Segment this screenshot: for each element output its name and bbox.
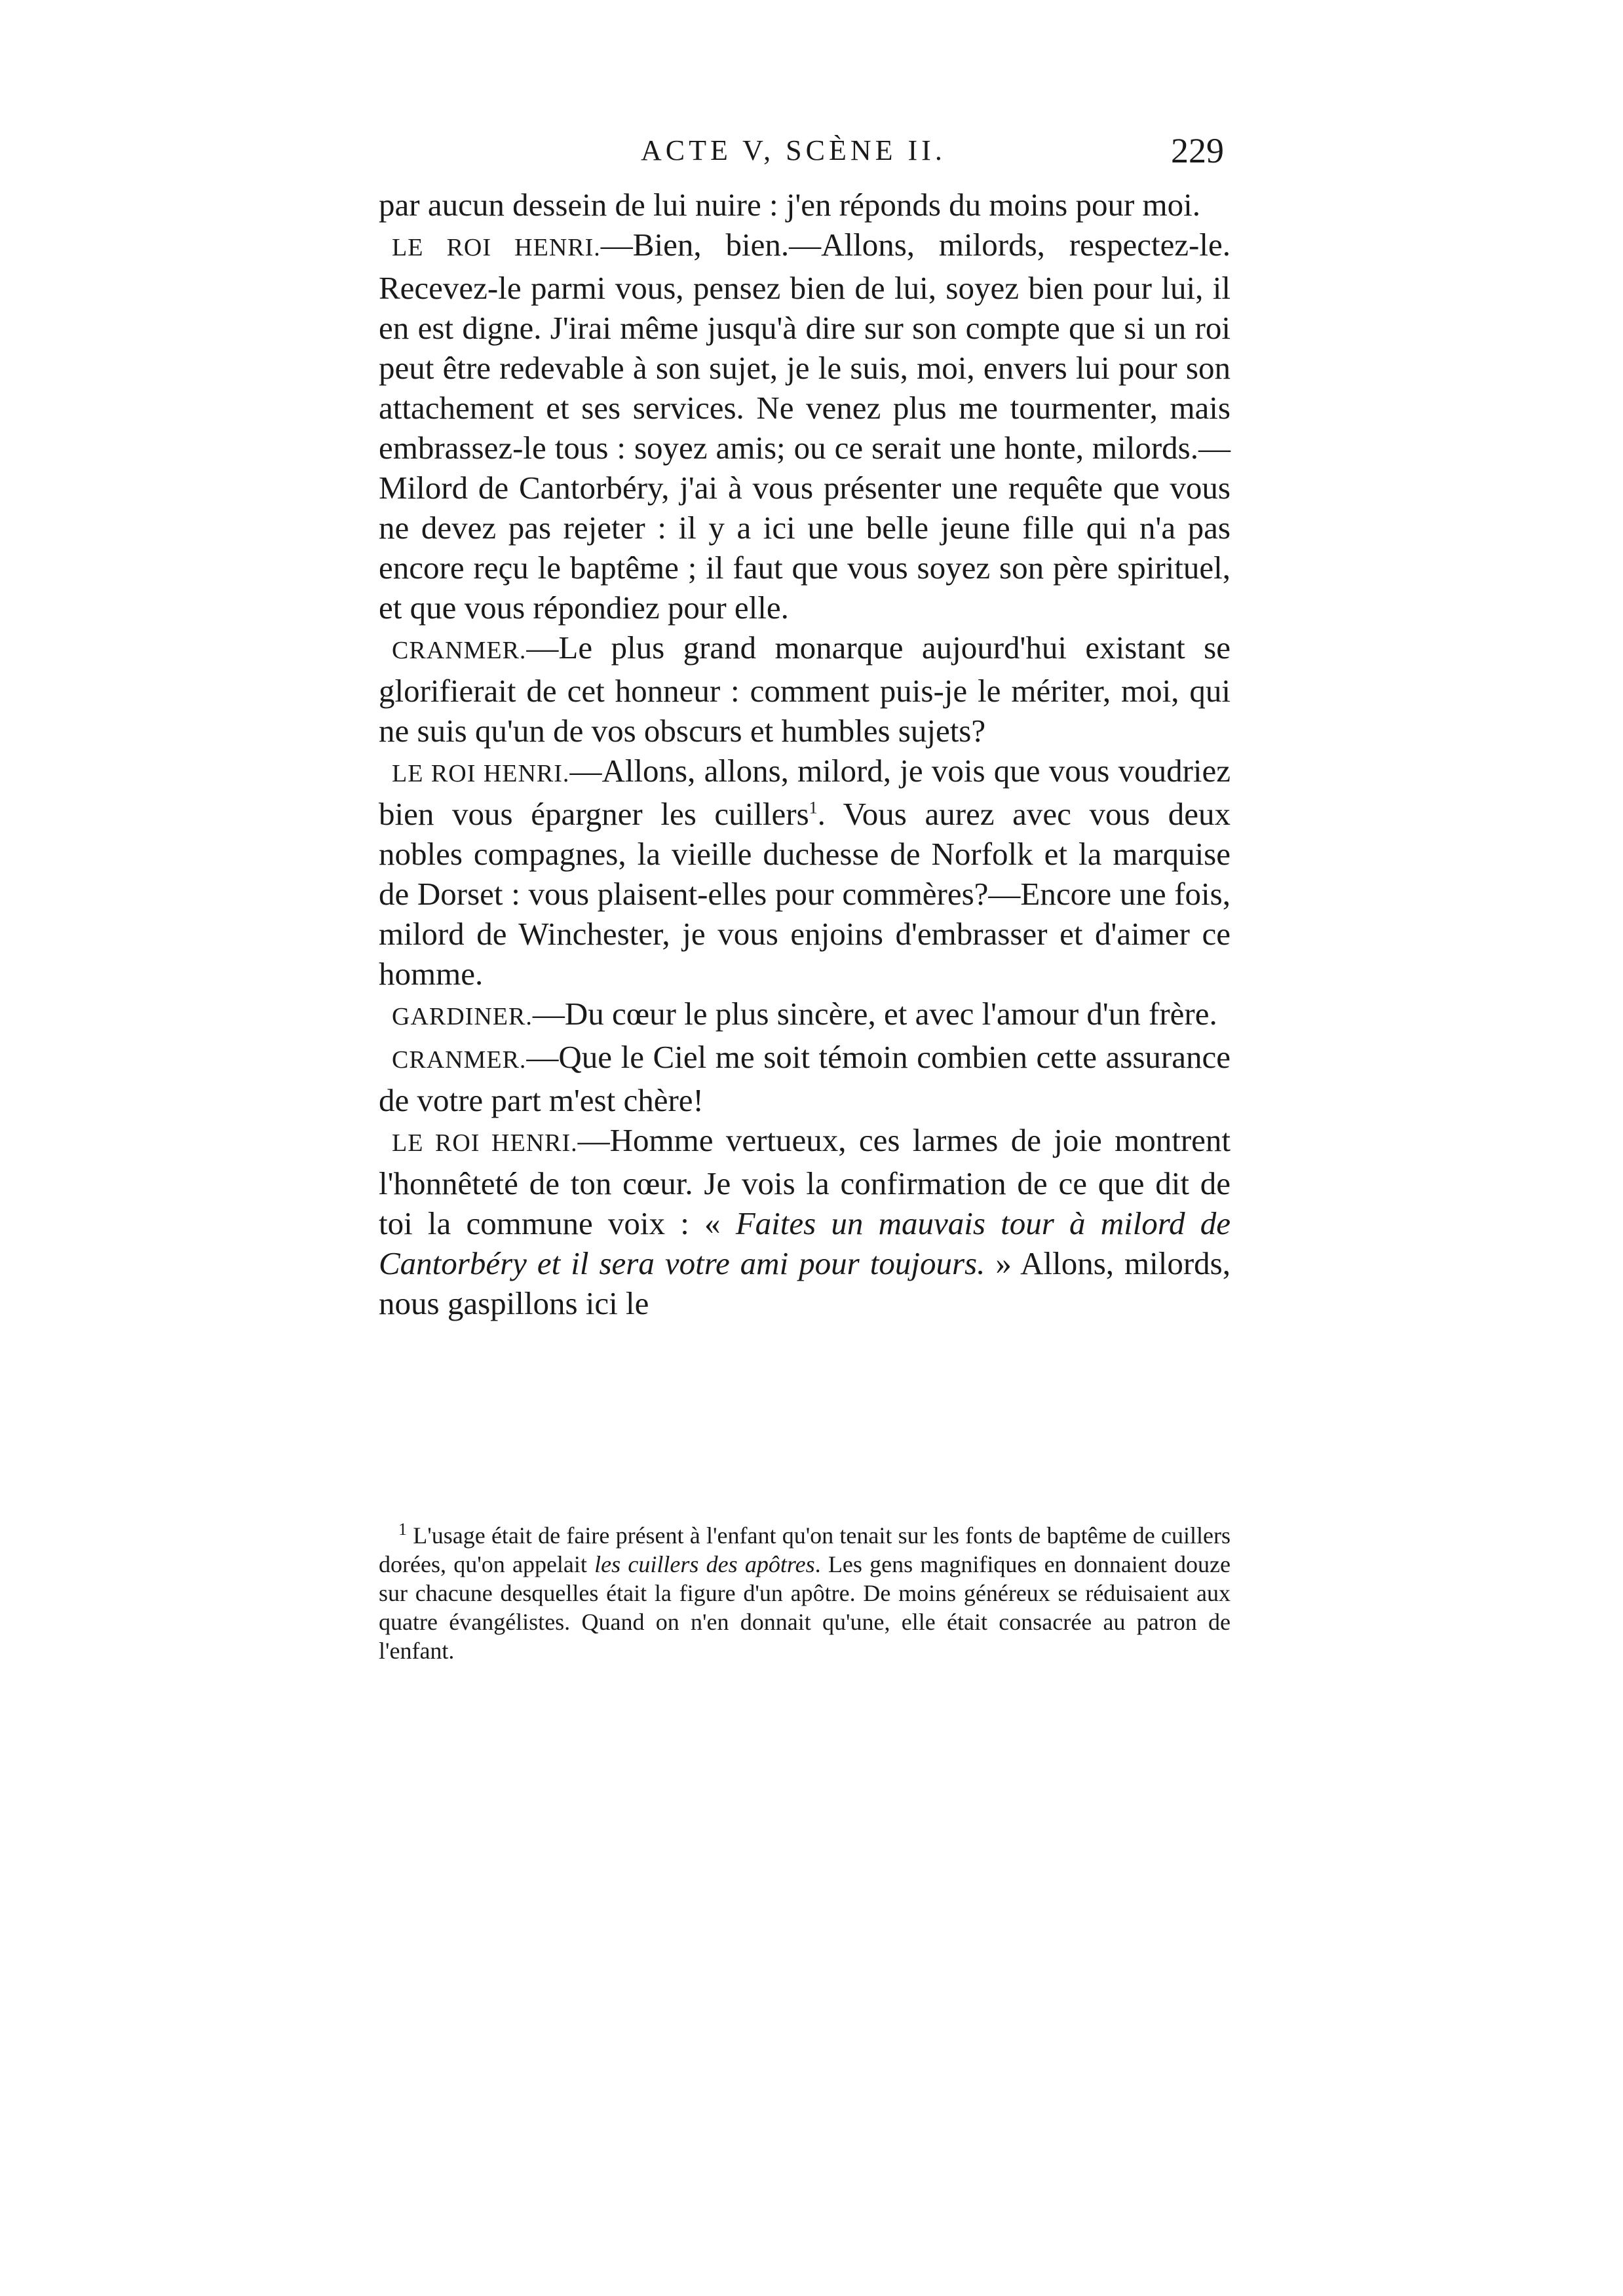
- main-text: [379, 185, 1231, 1323]
- footnotes: [379, 1521, 1231, 1665]
- speech-le-roi-henri-3: [379, 1120, 1231, 1323]
- speech-text: —Homme vertueux, ces larmes de joie montrent l'honnêteté de ton cœur. Je vois la confirmation de ce que dit de toi la commune voix : «: [379, 1122, 1231, 1241]
- speech-text: —Bien, bien.—Allons, milords, respectez-le. Recevez-le parmi vous, pensez bien de lui, soyez bien pour lui, il en est digne. J'irai même jusqu'à dire sur son compte que si un roi peut être redevable à son sujet, je le suis, moi, envers lui pour son attachement et ses services. Ne venez plus me tourmenter, mais embrassez-le tous : soyez amis; ou ce serait une honte, milords.—Milord de Cantorbéry, j'ai à vous présenter une requête que vous ne devez pas rejeter : il y a ici une belle jeune fille qui n'a pas encore reçu le baptême ; il faut que vous soyez son père spirituel, et que vous répondiez pour elle.: [379, 227, 1231, 626]
- speaker-name: GARDINER.: [392, 1003, 533, 1030]
- speech-cranmer-2: [379, 1037, 1231, 1120]
- speaker-name: LE ROI HENRI.: [392, 760, 570, 787]
- paragraph-continuation: [379, 185, 1231, 225]
- footnote-text: . Les gens magnifiques en donnaient douze sur chacune desquelles était la figure d'un apôtre. De moins généreux se réduisaient aux quatre évangélistes. Quand on n'en donnait qu'une, elle était consacrée au patron de l'enfant.: [379, 1551, 1231, 1664]
- page-header: [379, 124, 1231, 177]
- running-title: ACTE V, SCÈNE II.: [641, 134, 946, 166]
- speech-text: » Allons, milords, nous gaspillons ici le: [379, 1245, 1231, 1321]
- footnote-marker: 1: [398, 1520, 407, 1539]
- footnote-reference: 1: [809, 798, 818, 818]
- speaker-name: CRANMER.: [392, 637, 527, 664]
- speech-cranmer-1: [379, 628, 1231, 751]
- quoted-saying: Faites un mauvais tour à milord de Cantorbéry et il sera votre ami pour toujours.: [379, 1205, 1231, 1281]
- speech-text: —Que le Ciel me soit témoin combien cette assurance de votre part m'est chère!: [379, 1039, 1231, 1118]
- speech-le-roi-henri-2: [379, 751, 1231, 994]
- page-number: 229: [1171, 131, 1224, 170]
- speech-text: —Le plus grand monarque aujourd'hui existant se glorifierait de cet honneur : comment puis-je le mériter, moi, qui ne suis qu'un de vos obscurs et humbles sujets?: [379, 630, 1231, 749]
- speech-text: —Allons, allons, milord, je vois que vous voudriez bien vous épargner les cuillers: [379, 753, 1231, 832]
- footnote-text: L'usage était de faire présent à l'enfant qu'on tenait sur les fonts de baptême de cuillers dorées, qu'on appelait: [379, 1522, 1231, 1577]
- speech-text: —Du cœur le plus sincère, et avec l'amour d'un frère.: [532, 996, 1217, 1032]
- speech-text: . Vous aurez avec vous deux nobles compagnes, la vieille duchesse de Norfolk et la marquise de Dorset : vous plaisent-elles pour commères?—Encore une fois, milord de Winchester, je vous enjoins d'embrasser et d'aimer ce homme.: [379, 796, 1231, 992]
- speaker-name: LE ROI HENRI.: [392, 234, 601, 261]
- footnote-italic-term: les cuillers des apôtres: [594, 1551, 815, 1577]
- paragraph-text: par aucun dessein de lui nuire : j'en réponds du moins pour moi.: [379, 187, 1200, 223]
- speaker-name: LE ROI HENRI.: [392, 1129, 578, 1157]
- footnote-1: [379, 1521, 1231, 1665]
- speaker-name: CRANMER.: [392, 1046, 527, 1074]
- speech-le-roi-henri-1: [379, 225, 1231, 628]
- speech-gardiner: [379, 994, 1231, 1037]
